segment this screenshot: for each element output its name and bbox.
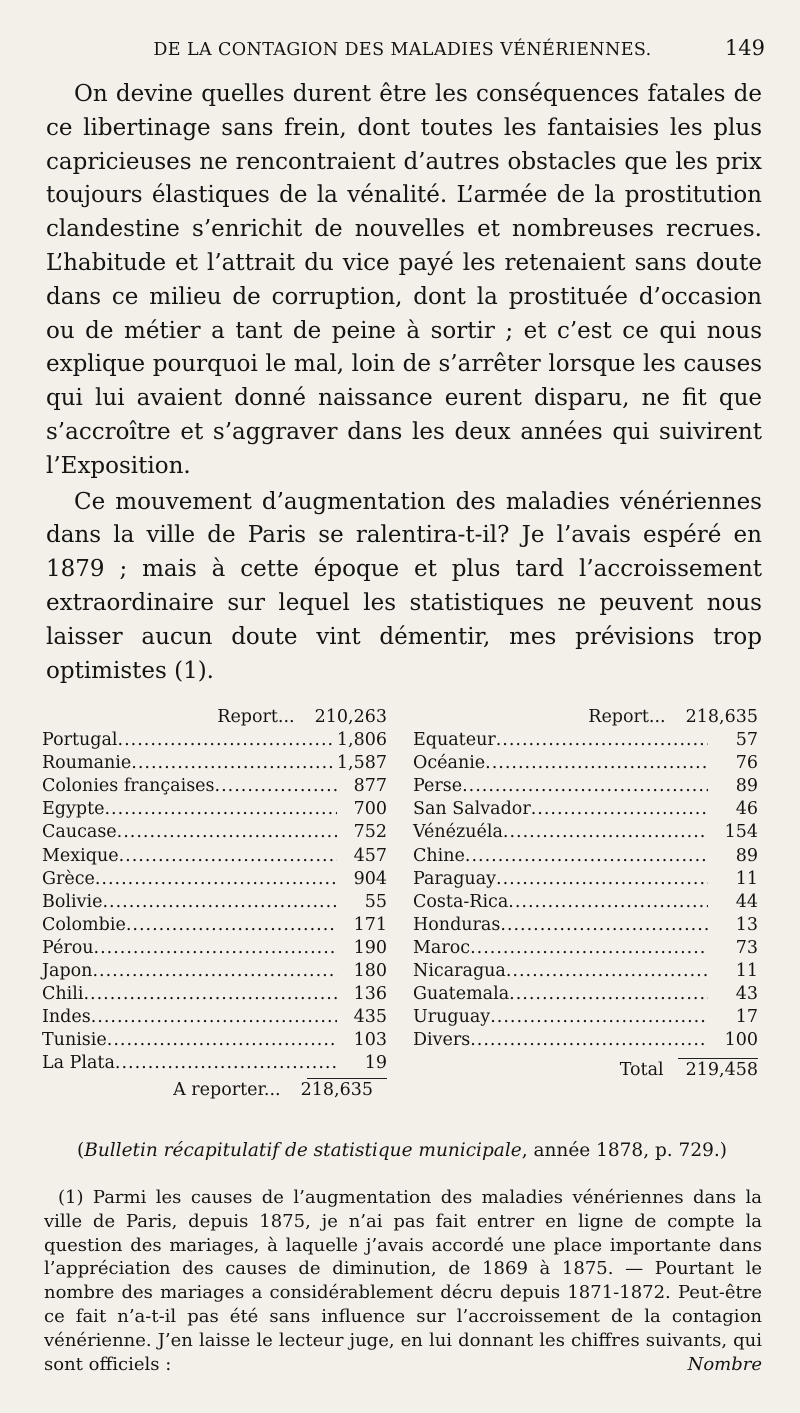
table-row [42,1029,387,1052]
country-name: La Plata [42,1053,115,1074]
leader-dots [500,914,708,937]
country-value: 44 [735,891,758,912]
source-rest: , année 1878, p. 729.) [521,1140,727,1161]
country-name: Perse [413,776,463,797]
report-row [42,706,387,729]
leader-dots [115,1052,337,1075]
country-value: 1,587 [336,753,387,774]
country-name: Paraguay [413,868,497,889]
table-row [413,821,758,844]
leader-dots [470,937,708,960]
leader-dots [462,775,708,798]
paragraph: On devine quelles durent être les conséquences fatales de ce libertinage sans frein, dont toutes les fantaisies les plus capricieuses ne rencontraient d’autres obstacles que les prix toujours élastiques de la vénalité. L’armée de la prostitution clandestine s’enrichit de nouvelles et nombreuses recrues. L’habitude et l’attrait du vice payé les retenaient sans doute dans ce milieu de corruption, dont la prostituée d’occasion ou de métier a tant de peine à sortir ; et c’est ce qui nous explique pourquoi le mal, loin de s’arrêter lorsque les causes qui lui avaient donné naissance eurent disparu, ne fit que s’accroître et s’aggraver dans les deux années qui suivirent l’Exposition. [46,81,762,479]
country-name: Equateur [413,730,496,751]
table-row [42,1052,387,1075]
country-value: 136 [353,984,387,1005]
country-value: 457 [353,845,387,866]
table-row [413,845,758,868]
leader-dots [126,914,337,937]
report-value: 218,635 [685,707,758,727]
table-row [42,937,387,960]
table-row [413,960,758,983]
table-left-column [42,706,387,1103]
leader-dots [91,1006,337,1029]
country-name: Chine [413,845,465,866]
country-name: Honduras [413,914,501,935]
source-title: Bulletin récapitulatif de statistique municipale [84,1140,522,1161]
leader-dots [509,983,708,1006]
leader-dots [83,983,337,1006]
country-name: Portugal [42,730,118,751]
country-name: Grèce [42,868,95,889]
leader-dots [485,752,708,775]
table-row [42,845,387,868]
leader-dots [496,729,708,752]
leader-dots [104,798,337,821]
country-name: Nicaragua [413,961,506,982]
leader-dots [94,937,337,960]
table-row [413,775,758,798]
country-name: Guatemala [413,984,510,1005]
table-row [42,983,387,1006]
country-name: Divers [413,1030,471,1051]
footnote-continuation: Nombre [687,1353,762,1375]
footnote-text: (1) Parmi les causes de l’augmentation des maladies vénériennes dans la ville de Paris, depuis 1875, je n’ai pas fait entrer en ligne de compte la question des mariages, à laquelle j’avais accordé une place importante dans l’appréciation des causes de diminution, de 1869 à 1875. — Pourtant le nombre des mariages a considérablement décru depuis 1871-1872. Peut-être ce fait n’a-t-il pas été sans influence sur l’accroissement de la contagion vénérienne. J’en laisse le lecteur juge, en lui donnant les chiffres suivants, qui sont officiels : [44,1187,762,1375]
leader-dots [531,798,708,821]
body-text [46,78,762,688]
country-value: 877 [353,776,387,797]
total-row [413,1059,758,1083]
leader-dots [95,868,337,891]
country-value: 1,806 [336,730,387,751]
country-value: 100 [724,1030,758,1051]
country-name: Pérou [42,937,94,958]
table-row [413,1006,758,1029]
table-row [413,891,758,914]
table-row [42,821,387,844]
table-row [42,798,387,821]
country-value: 154 [724,822,758,843]
country-value: 89 [735,845,758,866]
country-value: 103 [353,1030,387,1051]
table-row [42,891,387,914]
table-right-rows [413,729,758,1052]
leader-dots [470,1029,708,1052]
country-value: 171 [353,914,387,935]
country-value: 904 [353,868,387,889]
country-name: Bolivie [42,891,103,912]
country-name: San Salvador [413,799,531,820]
country-value: 73 [735,937,758,958]
report-label: Report... [588,707,666,727]
page-header [40,36,765,60]
country-name: Caucase [42,822,117,843]
table-row [42,729,387,752]
leader-dots [506,960,708,983]
leader-dots [490,1006,708,1029]
country-value: 17 [735,1007,758,1028]
country-name: Tunisie [42,1030,107,1051]
leader-dots [503,821,708,844]
carry-row [42,1079,387,1103]
table-row [413,798,758,821]
country-value: 435 [353,1007,387,1028]
country-name: Japon [42,961,93,982]
country-value: 55 [364,891,387,912]
table-row [42,914,387,937]
leader-dots [131,752,333,775]
country-name: Egypte [42,799,105,820]
table-left-rows [42,729,387,1075]
source-citation [46,1140,758,1161]
leader-dots [117,821,337,844]
country-name: Colonies françaises [42,776,215,797]
total-label: Total [619,1060,664,1081]
page-number: 149 [724,36,765,60]
carry-value: 218,635 [300,1079,373,1100]
country-value: 57 [735,730,758,751]
table-row [413,937,758,960]
country-name: Costa-Rica [413,891,509,912]
table-row [42,752,387,775]
country-name: Chili [42,984,84,1005]
country-name: Roumanie [42,753,132,774]
country-value: 13 [735,914,758,935]
country-value: 11 [735,961,758,982]
country-name: Maroc [413,937,471,958]
leader-dots [102,891,337,914]
report-value: 210,263 [314,707,387,727]
leader-dots [107,1029,337,1052]
country-value: 76 [735,753,758,774]
country-value: 752 [353,822,387,843]
country-value: 700 [353,799,387,820]
country-name: Vénézuéla [413,822,503,843]
table-row [413,983,758,1006]
table-right-column [413,706,758,1083]
table-row [42,1006,387,1029]
country-value: 46 [735,799,758,820]
table-row [413,914,758,937]
country-value: 11 [735,868,758,889]
footnote [44,1186,762,1376]
country-value: 43 [735,984,758,1005]
table-row [413,729,758,752]
table-row [413,752,758,775]
table-row [413,868,758,891]
leader-dots [496,868,708,891]
country-name: Mexique [42,845,119,866]
leader-dots [215,775,337,798]
leader-dots [508,891,708,914]
country-value: 19 [364,1053,387,1074]
carry-label: A reporter... [173,1079,281,1100]
report-row [413,706,758,729]
country-name: Indes [42,1007,91,1028]
country-value: 190 [353,937,387,958]
table-row [413,1029,758,1052]
country-value: 180 [353,961,387,982]
source-open: ( [77,1140,85,1161]
leader-dots [119,845,337,868]
total-value: 219,458 [685,1060,758,1081]
table-row [42,775,387,798]
country-name: Colombie [42,914,126,935]
country-value: 89 [735,776,758,797]
paragraph: Ce mouvement d’augmentation des maladies vénériennes dans la ville de Paris se ralentira-t-il? Je l’avais espéré en 1879 ; mais à cette époque et plus tard l’accroissement extraordinaire sur lequel les statistiques ne peuvent nous laisser aucun doute vint démentir, mes prévisions trop optimistes (1). [46,488,762,684]
table-row [42,960,387,983]
report-label: Report... [217,707,295,727]
running-title: DE LA CONTAGION DES MALADIES VÉNÉRIENNES. [153,40,652,60]
country-name: Océanie [413,753,486,774]
country-name: Uruguay [413,1007,491,1028]
leader-dots [118,729,333,752]
leader-dots [92,960,337,983]
leader-dots [465,845,708,868]
table-row [42,868,387,891]
